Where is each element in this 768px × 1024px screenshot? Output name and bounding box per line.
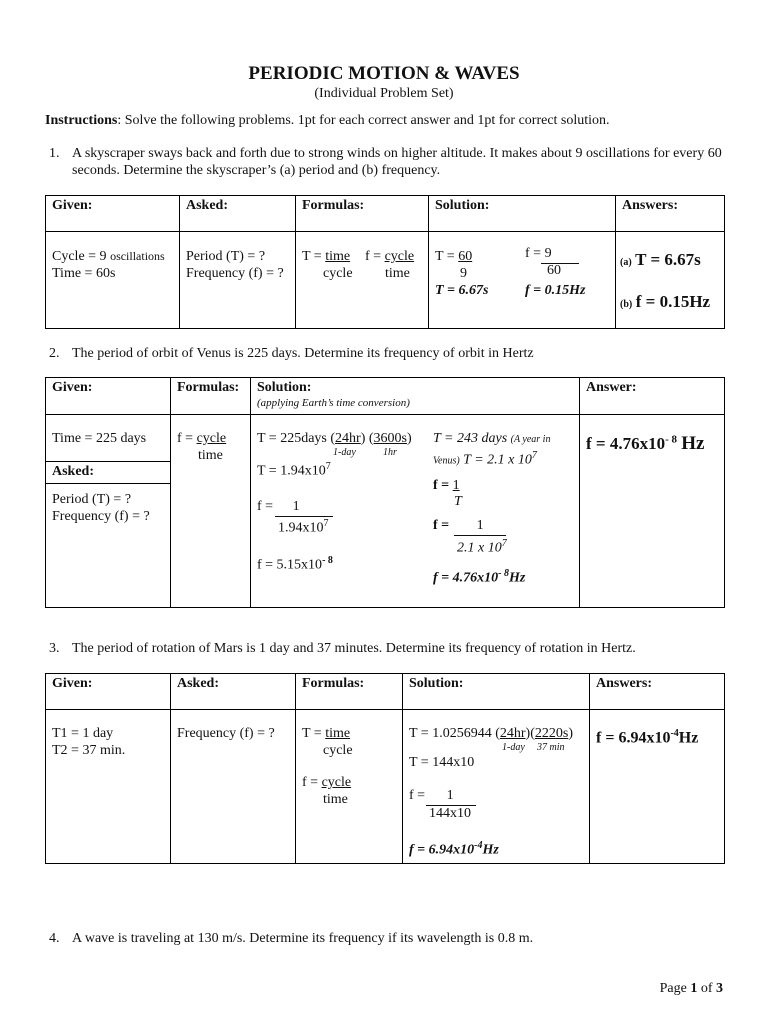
p2-sol-line1: T = 225days (24hr) (3600s) [257,431,412,446]
p1-formula-period: T = time [302,249,351,264]
p2-sol-venus-year: T = 243 days (A year in [433,431,551,446]
problem-1-number: 1. [49,146,60,161]
p3-given-cell [46,710,171,864]
p2-asked-frequency: Frequency (f) = ? [52,509,150,524]
p2-sol-venus-period: Venus) T = 2.1 x $10^7$ [433,450,537,468]
p1-header-answers: Answers: [616,196,725,232]
p2-sol-result-left: $f = 5.15x10^{- 8}$ [257,555,333,573]
p1-answers-cell [616,232,725,329]
p3-sol-unit-day: 1-day [502,742,525,753]
p1-formula-frequency-den: time [385,266,410,281]
p2-sol-f: f = 1 [257,499,300,514]
instructions-text: : Solve the following problems. 1pt for each correct answer and 1pt for correct solution. [117,113,610,128]
p2-asked-header: Asked: [52,464,95,479]
p1-asked-frequency: Frequency (f) = ? [186,266,284,281]
problem-3-number: 3. [49,641,60,656]
p3-asked-cell [171,710,296,864]
p2-asked-period: Period (T) = ? [52,492,132,507]
p1-header-formulas: Formulas: [296,196,429,232]
p3-formula-period: T = time [302,726,351,741]
instructions-label: Instructions [45,113,118,128]
p2-given-cell [46,415,171,608]
problem-2-text: The period of orbit of Venus is 225 days. Determine its frequency of orbit in Hertz [72,346,534,361]
p2-header-answer: Answer: [580,378,725,415]
problem-1-text-line2: seconds. Determine the skyscraper’s (a) period and (b) frequency. [72,163,441,178]
p1-sol-frequency: f = 9 [525,246,552,261]
p2-solution-cell [251,415,580,608]
p3-sol-period-value: T = 144x10 [409,755,475,770]
p3-header-formulas: Formulas: [296,674,403,710]
p2-sol-f-fraction-bar [275,516,333,517]
p2-sol-period-value: $T = 1.94x10^7$ [257,461,331,479]
instructions [45,113,610,129]
p1-solution-cell [429,232,616,329]
p1-asked-period: Period (T) = ? [186,249,266,264]
problem-4-number: 4. [49,931,60,946]
page-number: Page 1 of 3 [659,981,723,996]
p3-header-asked: Asked: [171,674,296,710]
p3-header-answers: Answers: [590,674,725,710]
problem-3-table [45,673,725,864]
p2-given-time: Time = 225 days [52,431,147,446]
p1-sol-frequency-den: 60 [547,263,561,278]
p1-asked-cell [180,232,296,329]
p3-formula-period-den: cycle [323,743,353,758]
p3-formula-frequency: f = cycle [302,775,352,790]
p1-given-cycle: Cycle = 9 [52,249,107,264]
problem-2-table [45,377,725,608]
p3-answer: $f = 6.94x10^{-4}Hz$ [596,728,699,747]
problem-1-text-line1: A skyscraper sways back and forth due to strong winds on higher altitude. It makes about 9 oscillations for every 60 [72,146,722,161]
p3-given-t2: T2 = 37 min. [52,743,126,758]
p1-given-oscillations: oscillations [110,249,165,263]
p2-answer: $f = 4.76x10^{- 8}$ Hz [586,433,705,454]
p3-sol-line1: T = 1.0256944 (24hr)(2220s) [409,726,573,741]
p2-header-solution: Solution: (applying Earth’s time conversion) [251,378,580,415]
p1-sol-period: T = 60 [435,249,473,264]
p2-header-given: Given: [46,378,171,415]
p1-answer-a: (a) T = 6.67s [620,250,701,269]
p3-header-solution: Solution: [403,674,590,710]
p1-formula-period-den: cycle [323,266,353,281]
p3-answers-cell [590,710,725,864]
p2-formula-frequency-den: time [198,448,223,463]
p1-header-solution: Solution: [429,196,616,232]
p1-header-given: Given: [46,196,180,232]
p2-sol-f-general: f = 1 [433,478,460,493]
p1-formula-frequency: f = cycle [365,249,415,264]
p2-formula-frequency: f = cycle [177,431,227,446]
problem-2-number: 2. [49,346,60,361]
p2-solution-note: (applying Earth’s time conversion) [257,397,410,409]
p1-given-cell [46,232,180,329]
page-subtitle: (Individual Problem Set) [314,86,454,101]
p1-sol-period-den: 9 [460,266,467,281]
p2-formulas-cell [171,415,251,608]
problem-1-table [45,195,725,329]
p1-sol-period-result: T = 6.67s [435,283,489,298]
p3-formulas-cell [296,710,403,864]
p2-header-formulas: Formulas: [171,378,251,415]
p1-given-time: Time = 60s [52,266,116,281]
p3-given-t1: T1 = 1 day [52,726,114,741]
p3-sol-f-den: 144x10 [429,806,471,821]
p1-formulas-cell [296,232,429,329]
p2-sol-f2-fraction-bar [454,535,506,536]
p3-asked-frequency: Frequency (f) = ? [177,726,275,741]
p1-header-asked: Asked: [180,196,296,232]
p2-sol-f-general-den: T [454,494,462,509]
p1-answer-b: (b) f = 0.15Hz [620,292,711,311]
problem-3-text: The period of rotation of Mars is 1 day and 37 minutes. Determine its frequency of rotation in Hertz. [72,641,636,656]
p2-sol-f-den: $1.94x10^7$ [278,518,329,536]
p2-sol-unit-day: 1-day [333,447,356,458]
p1-sol-frequency-result: f = 0.15Hz [525,283,586,298]
p2-answer-cell [580,415,725,608]
p3-header-given: Given: [46,674,171,710]
p3-sol-unit-min: 37 min [537,742,565,753]
p2-sol-f2-den: 2.1 x $10^7$ [457,538,507,556]
p2-sol-result-right: $f = 4.76x10^{- 8}Hz$ [433,568,526,586]
p3-formula-frequency-den: time [323,792,348,807]
p3-sol-result: $f = 6.94x10^{-4}Hz$ [409,840,499,858]
p3-sol-f: f = 1 [409,788,454,803]
p2-sol-unit-hr: 1hr [383,447,397,458]
p2-sol-f2: f = 1 [433,518,484,533]
page-title: PERIODIC MOTION & WAVES [248,63,520,84]
p3-solution-cell [403,710,590,864]
problem-4-text: A wave is traveling at 130 m/s. Determine its frequency if its wavelength is 0.8 m. [72,931,534,946]
